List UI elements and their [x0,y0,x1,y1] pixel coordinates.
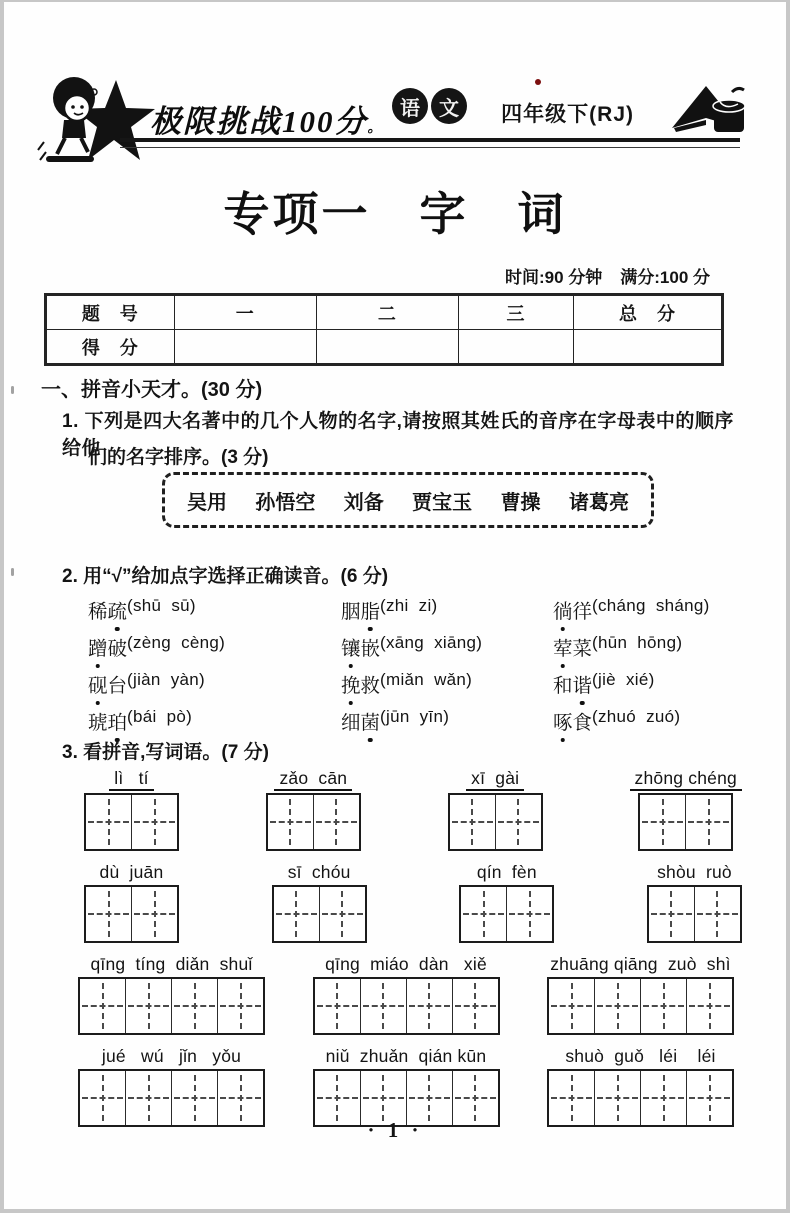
writing-cell[interactable] [687,1071,732,1125]
pinyin-write-group [547,954,734,1035]
dotted-character: 菌 [361,707,381,735]
dotted-character: 珀 [108,707,128,735]
pinyin-options[interactable]: (miǎn wǎn) [380,670,473,689]
pinyin-options[interactable]: (bái pò) [127,707,193,726]
writing-cell[interactable] [453,1071,498,1125]
character: 台 [107,676,128,697]
pronunciation-item [341,596,553,633]
pinyin-label: xī gài [466,768,524,791]
writing-cell[interactable] [641,1071,687,1125]
table-row [46,330,723,365]
pinyin-label: qīng tíng diǎn shuǐ [90,954,253,974]
exam-meta [487,263,710,288]
page-number: · 1 · [367,1118,423,1142]
dotted-character: 挽 [341,670,361,698]
question1-text: 1. 下列是四大名著中的几个人物的名字,请按照其姓氏的音序在字母表中的顺序给他 [62,411,734,459]
header-section-3: 三 [458,295,573,330]
header-total: 总 分 [574,295,723,330]
pinyin-write-group [547,1046,734,1127]
character-name: 刘备 [343,491,384,514]
character: 徉 [572,602,593,623]
score-label: 得 分 [46,330,175,365]
character: 稀 [88,602,108,623]
pinyin-write-group [630,768,742,851]
pinyin-write-group [647,862,742,943]
pronunciation-item [553,633,750,670]
pinyin-write-group [272,862,367,943]
writing-cell[interactable] [86,795,132,849]
score-cell-1[interactable] [174,330,316,365]
pinyin-options[interactable]: (zhi zi) [380,596,438,615]
writing-grid[interactable] [78,977,265,1035]
pinyin-write-group [448,768,543,851]
writing-cell[interactable] [268,795,314,849]
subject-badge-yu: 语 [392,88,428,124]
pronunciation-item [553,596,750,633]
pinyin-write-group [78,954,265,1035]
pinyin-options[interactable]: (jiàn yàn) [127,670,205,689]
writing-cell[interactable] [549,979,595,1033]
pronunciation-item [341,707,553,744]
grade-edition-label: 四年级下(RJ) [501,103,634,126]
writing-cell[interactable] [132,795,177,849]
writing-cell[interactable] [595,979,641,1033]
writing-cell[interactable] [640,795,686,849]
subject-badge-wen: 文 [431,88,467,124]
pinyin-options[interactable]: (zèng cèng) [127,633,226,652]
character: 胭 [341,602,361,623]
target-word [341,670,380,698]
character: 琥 [88,713,108,734]
writing-cell[interactable] [80,1071,126,1125]
pinyin-label: zhuāng qiāng zuò shì [550,954,731,974]
pronunciation-item [88,596,341,633]
brand-mark: 。 [367,121,384,136]
time-limit: 时间:90 分钟 [504,268,603,287]
page-title: 专项一 字 词 [223,189,567,240]
subject-badges [392,88,467,124]
target-word [88,707,127,735]
writing-grid[interactable] [313,977,500,1035]
scan-artifact [11,386,14,394]
dotted-character: 脂 [361,596,381,624]
character: 食 [572,713,593,734]
score-cell-2[interactable] [316,330,458,365]
writing-cell[interactable] [320,887,365,941]
pinyin-options[interactable]: (xāng xiāng) [380,633,483,652]
pinyin-options[interactable]: (jūn yīn) [380,707,450,726]
pinyin-options[interactable]: (hūn hōng) [592,633,683,652]
pinyin-write-group [84,862,179,943]
target-word [553,670,592,698]
pronunciation-item [553,707,750,744]
dotted-character: 徜 [553,596,573,624]
pinyin-row [64,768,744,851]
writing-cell[interactable] [172,1071,218,1125]
pinyin-options[interactable]: (cháng sháng) [592,596,710,615]
pinyin-options[interactable]: (jiè xié) [592,670,655,689]
writing-grid[interactable] [547,977,734,1035]
page-header [34,72,752,164]
target-word [88,596,127,624]
question1-text-continued: 们的名字排序。(3 分) [88,447,269,468]
target-word [341,707,380,735]
dotted-character: 荤 [553,633,573,661]
pinyin-write-group [84,768,179,851]
pronunciation-item [88,670,341,707]
target-word [88,670,127,698]
writing-cell[interactable] [218,979,263,1033]
writing-cell[interactable] [453,979,498,1033]
mascot-star-icon [36,72,156,172]
writing-cell[interactable] [361,979,407,1033]
writing-cell[interactable] [686,795,731,849]
dotted-character: 镶 [341,633,361,661]
dotted-character: 谐 [573,670,593,698]
question3-heading: 3. 看拼音,写词语。(7 分) [62,742,269,763]
pronunciation-item [341,670,553,707]
pinyin-label: shòu ruò [657,862,732,882]
pinyin-label: sī chóu [287,862,351,882]
pronunciation-item [88,633,341,670]
writing-cell[interactable] [549,1071,595,1125]
writing-cell[interactable] [641,979,687,1033]
dotted-character: 啄 [553,707,573,735]
writing-grid[interactable] [84,793,179,851]
target-word [553,596,592,624]
table-row [46,295,723,330]
pinyin-label: lì tí [109,768,153,791]
books-ink-icon [670,78,752,148]
character-name: 吴用 [187,491,227,514]
pinyin-row [64,1046,744,1127]
pronunciation-choice-grid [88,596,750,744]
character-name: 曹操 [500,491,541,514]
header-section-1: 一 [174,295,316,330]
writing-grid[interactable] [459,885,554,943]
pinyin-row [64,862,744,943]
pinyin-write-group [266,768,361,851]
writing-cell[interactable] [496,795,541,849]
score-cell-3[interactable] [458,330,573,365]
character: 救 [360,676,381,697]
writing-cell[interactable] [407,979,453,1033]
writing-cell[interactable] [86,887,132,941]
section-heading: 一、拼音小天才。(30 分) [41,379,263,401]
writing-cell[interactable] [361,1071,407,1125]
writing-grid[interactable] [84,885,179,943]
writing-cell[interactable] [126,979,172,1033]
writing-cell[interactable] [507,887,552,941]
pinyin-write-group [459,862,554,943]
pinyin-options[interactable]: (zhuó zuó) [592,707,681,726]
character-names-box [162,472,654,528]
header-divider [120,138,740,148]
writing-grid[interactable] [448,793,543,851]
writing-cell[interactable] [407,1071,453,1125]
character: 嵌 [360,639,381,660]
writing-cell[interactable] [132,887,177,941]
pronunciation-item [553,670,750,707]
writing-cell[interactable] [315,1071,361,1125]
pinyin-write-group [313,954,500,1035]
pinyin-label: jué wú jǐn yǒu [101,1046,242,1066]
pinyin-label: niǔ zhuǎn qián kūn [325,1046,487,1066]
pinyin-label: zhōng chéng [630,768,742,791]
writing-cell[interactable] [218,1071,263,1125]
writing-grid[interactable] [272,885,367,943]
writing-cell[interactable] [172,979,218,1033]
target-word [341,633,380,661]
writing-cell[interactable] [595,1071,641,1125]
pinyin-writing-area [64,768,744,1138]
score-cell-total[interactable] [574,330,723,365]
pinyin-label: qīng miáo dàn xiě [325,954,487,974]
character: 细 [341,713,361,734]
writing-cell[interactable] [126,1071,172,1125]
character-name: 孙悟空 [255,491,316,514]
writing-grid[interactable] [647,885,742,943]
writing-cell[interactable] [649,887,695,941]
dotted-character: 蹭 [88,633,108,661]
pinyin-row [64,954,744,1035]
character-name: 诸葛亮 [568,491,629,514]
pinyin-write-group [78,1046,265,1127]
full-score: 满分:100 分 [620,268,710,287]
dotted-character: 疏 [108,596,128,624]
header-section-2: 二 [316,295,458,330]
header-question-number: 题 号 [46,295,175,330]
writing-cell[interactable] [274,887,320,941]
target-word [88,633,127,661]
character: 菜 [572,639,593,660]
writing-cell[interactable] [461,887,507,941]
writing-cell[interactable] [314,795,359,849]
score-table [44,293,724,366]
writing-grid[interactable] [638,793,733,851]
pinyin-label: shuò guǒ léi léi [565,1046,716,1066]
ink-speck [535,79,541,85]
pinyin-write-group [313,1046,500,1127]
pinyin-options[interactable]: (shū sū) [127,596,196,615]
writing-cell[interactable] [695,887,740,941]
pinyin-label: zǎo cān [274,768,352,791]
writing-cell[interactable] [687,979,732,1033]
pronunciation-item [341,633,553,670]
target-word [553,633,592,661]
target-word [341,596,380,624]
dotted-character: 砚 [88,670,108,698]
pinyin-label: dù juān [99,862,164,882]
question2-heading: 2. 用“√”给加点字选择正确读音。(6 分) [62,566,389,587]
writing-grid[interactable] [266,793,361,851]
character: 和 [553,676,573,697]
pinyin-label: qín fèn [476,862,537,882]
writing-cell[interactable] [450,795,496,849]
scan-artifact [11,568,14,576]
writing-cell[interactable] [315,979,361,1033]
writing-cell[interactable] [80,979,126,1033]
character-name: 贾宝玉 [412,491,473,514]
brand-title: 极限挑战100分。 [150,104,384,139]
target-word [553,707,592,735]
character: 破 [107,639,128,660]
